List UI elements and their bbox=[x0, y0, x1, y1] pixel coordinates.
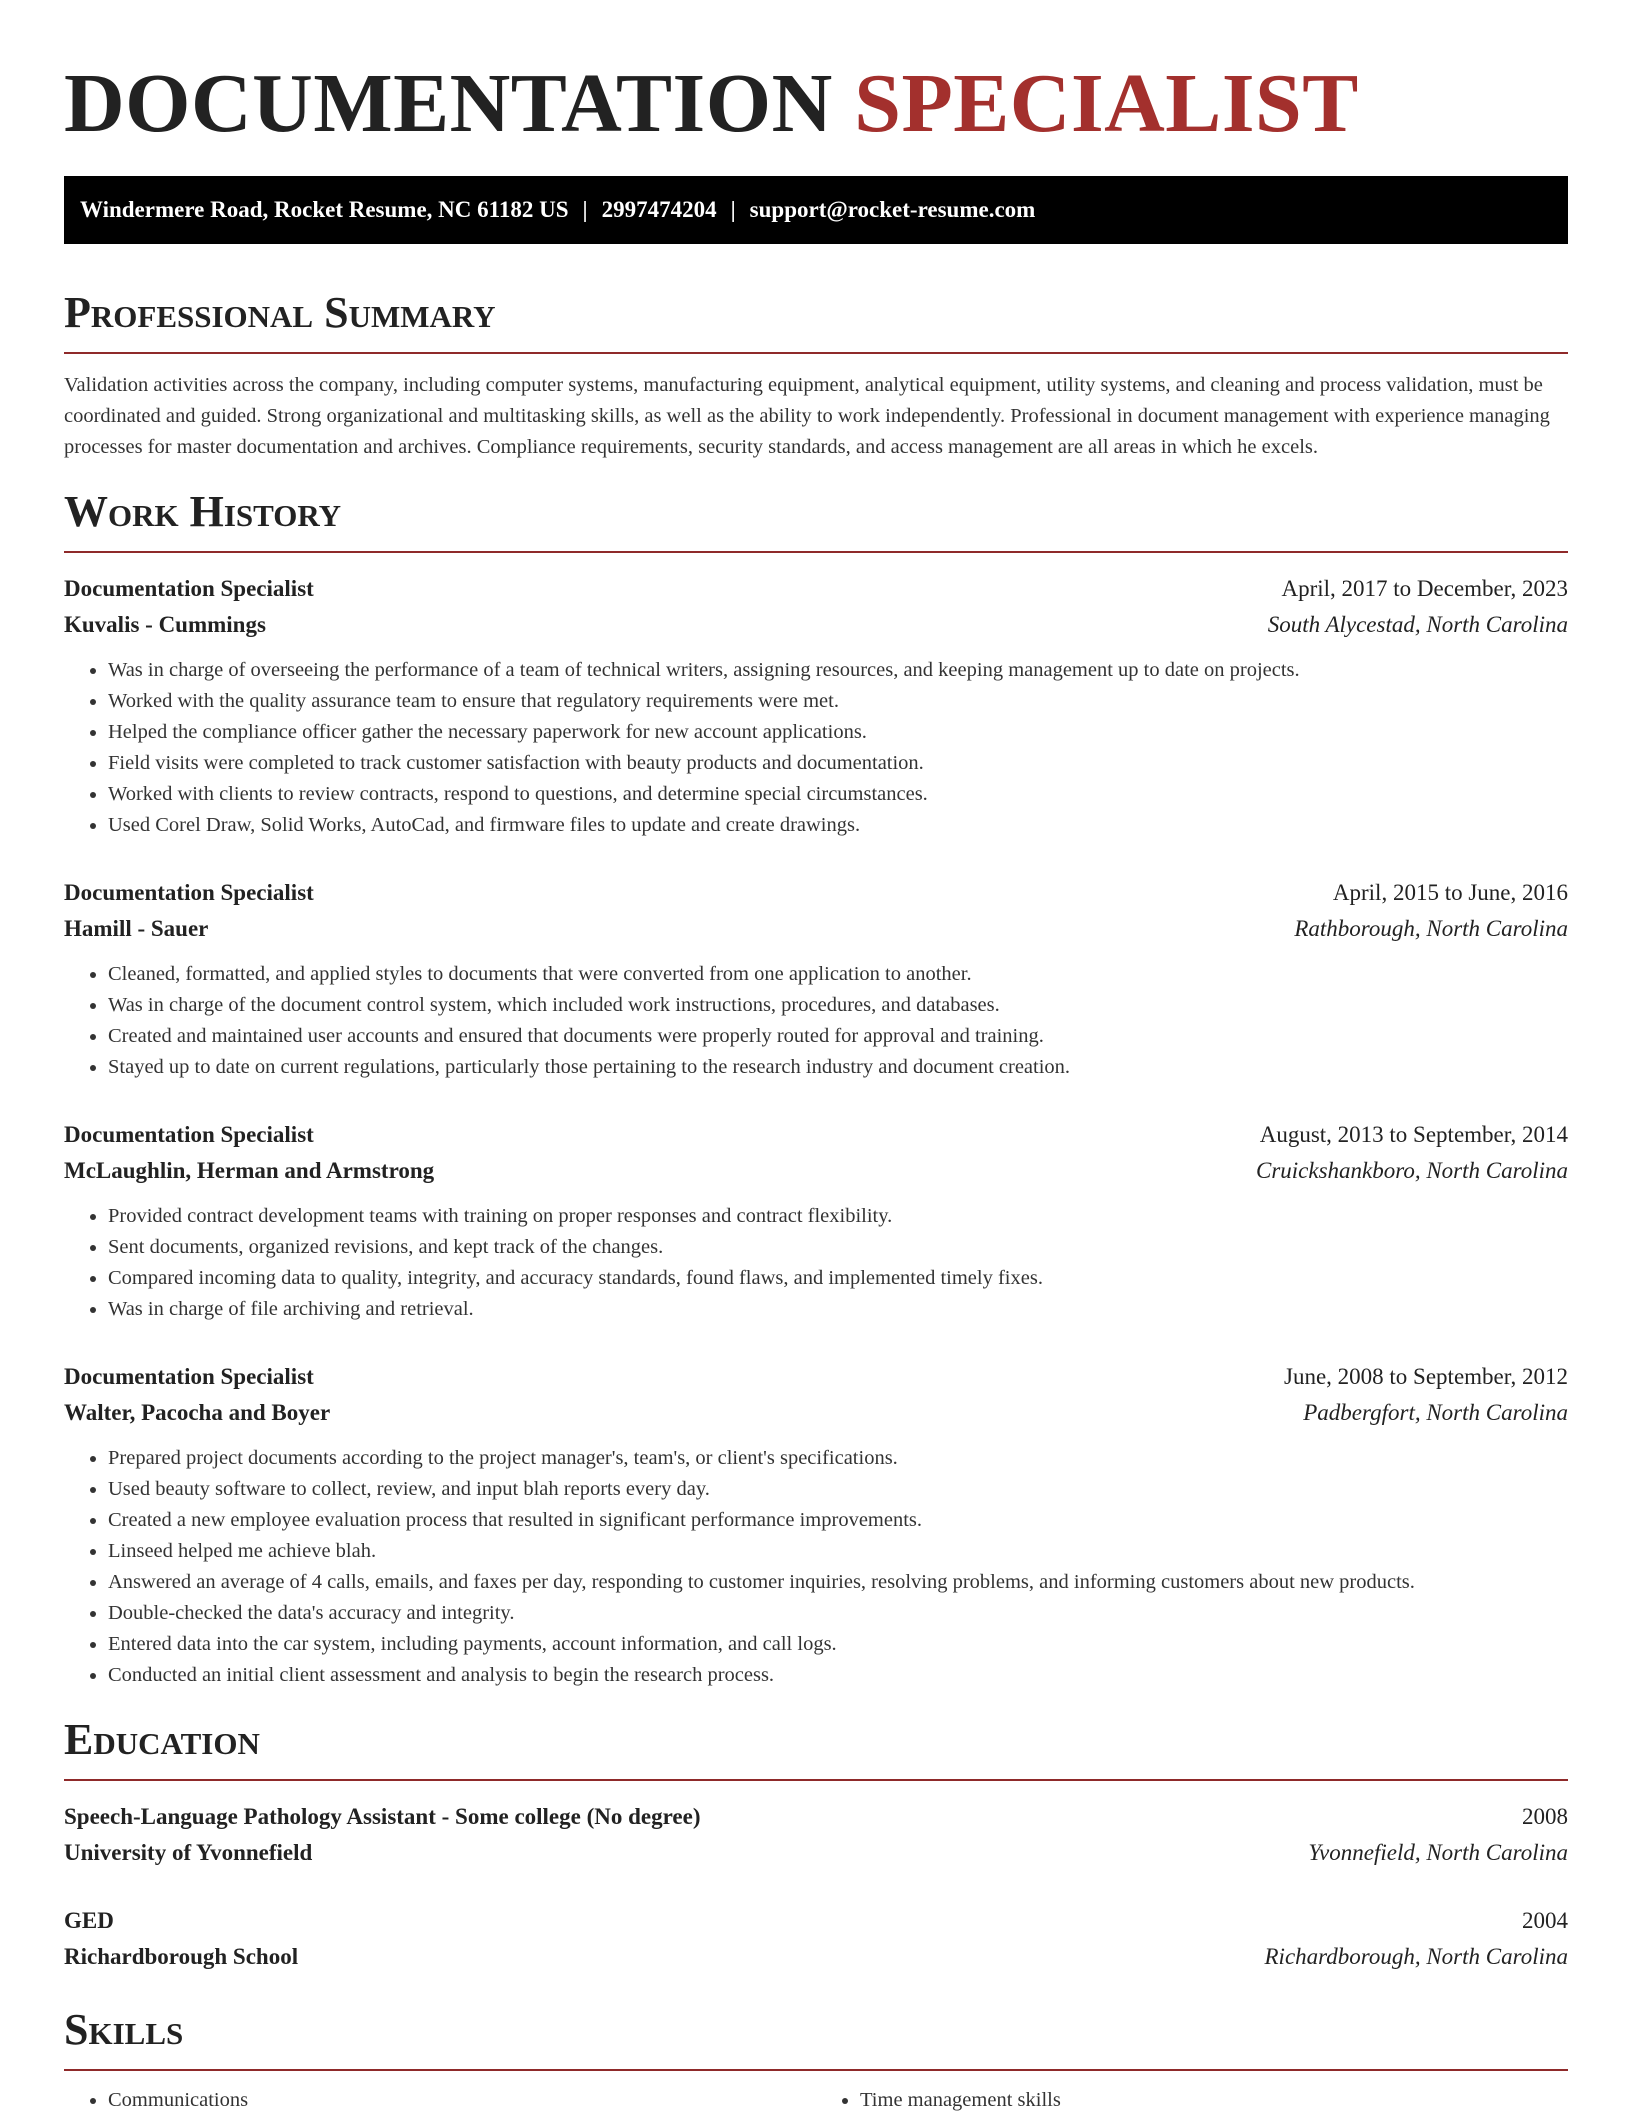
list-item: • Created a new employee evaluation process that resulted in significant performance improvements. bbox=[108, 1505, 1568, 1536]
education-degree: Speech-Language Pathology Assistant - Some college (No degree) bbox=[64, 1804, 701, 1829]
job-company: Hamill - Sauer bbox=[64, 916, 209, 941]
education-entry bbox=[64, 1903, 1568, 1975]
job-title: Documentation Specialist bbox=[64, 880, 314, 905]
education-school: Richardborough School bbox=[64, 1944, 299, 1969]
job-company-row bbox=[64, 911, 1568, 947]
work-history-list bbox=[64, 571, 1568, 1691]
education-location: Yvonnefield, North Carolina bbox=[1308, 1840, 1568, 1865]
list-item: • Stayed up to date on current regulations, particularly those pertaining to the research industry and document creation. bbox=[108, 1052, 1568, 1083]
job-dates: April, 2017 to December, 2023 bbox=[1281, 576, 1568, 601]
list-item: • Created and maintained user accounts and ensured that documents were properly routed for approval and training. bbox=[108, 1021, 1568, 1052]
contact-separator: | bbox=[730, 197, 736, 222]
job-header-row bbox=[64, 875, 1568, 911]
skill-item: • Time management skills bbox=[860, 2085, 1568, 2116]
section-divider bbox=[64, 1779, 1568, 1781]
job-bullets bbox=[64, 1443, 1568, 1691]
skills-heading: Skills bbox=[64, 2005, 184, 2054]
list-item: • Sent documents, organized revisions, and kept track of the changes. bbox=[108, 1232, 1568, 1263]
education-header-row bbox=[64, 1903, 1568, 1939]
list-item: • Entered data into the car system, including payments, account information, and call logs. bbox=[108, 1629, 1568, 1660]
skill-item: • Communications bbox=[108, 2085, 816, 2116]
job-header-row bbox=[64, 571, 1568, 607]
job-company-row bbox=[64, 1395, 1568, 1431]
job-location: South Alycestad, North Carolina bbox=[1267, 612, 1568, 637]
job-entry bbox=[64, 1359, 1568, 1691]
list-item: • Conducted an initial client assessment and analysis to begin the research process. bbox=[108, 1660, 1568, 1691]
education-year: 2004 bbox=[1522, 1908, 1568, 1933]
job-location: Padbergfort, North Carolina bbox=[1303, 1400, 1568, 1425]
job-location: Rathborough, North Carolina bbox=[1294, 916, 1568, 941]
list-item: • Used beauty software to collect, review, and input blah reports every day. bbox=[108, 1474, 1568, 1505]
contact-separator: | bbox=[582, 197, 588, 222]
education-school: University of Yvonnefield bbox=[64, 1840, 313, 1865]
resume-page bbox=[64, 0, 1568, 2116]
job-header-row bbox=[64, 1117, 1568, 1153]
list-item: • Was in charge of file archiving and retrieval. bbox=[108, 1294, 1568, 1325]
job-bullets bbox=[64, 959, 1568, 1083]
summary-text: Validation activities across the company, including computer systems, manufacturing equipment, analytical equipment, utility systems, and cleaning and process validation, must be coordinated and guided. Strong organizational and multitasking skills, as well as the ability to work independently. Professional in document management with experience managing processes for master documentation and archives. Compliance requirements, security standards, and access management are all areas in which he excels. bbox=[64, 374, 1550, 458]
job-entry bbox=[64, 571, 1568, 841]
contact-bar bbox=[64, 176, 1568, 244]
skills-list bbox=[64, 2085, 1568, 2116]
education-entry bbox=[64, 1799, 1568, 1871]
list-item: • Helped the compliance officer gather the necessary paperwork for new account applications. bbox=[108, 717, 1568, 748]
list-item: • Double-checked the data's accuracy and integrity. bbox=[108, 1598, 1568, 1629]
education-location: Richardborough, North Carolina bbox=[1264, 1944, 1568, 1969]
list-item: • Provided contract development teams with training on proper responses and contract flexibility. bbox=[108, 1201, 1568, 1232]
job-title: Documentation Specialist bbox=[64, 1364, 314, 1389]
list-item: • Cleaned, formatted, and applied styles to documents that were converted from one application to another. bbox=[108, 959, 1568, 990]
job-company: McLaughlin, Herman and Armstrong bbox=[64, 1158, 435, 1183]
education-heading: Education bbox=[64, 1715, 260, 1764]
section-divider bbox=[64, 2069, 1568, 2071]
work-history-heading: Work History bbox=[64, 487, 342, 536]
job-company-row bbox=[64, 1153, 1568, 1189]
section-divider bbox=[64, 352, 1568, 354]
contact-address: Windermere Road, Rocket Resume, NC 61182 US bbox=[80, 197, 569, 222]
job-bullets bbox=[64, 1201, 1568, 1325]
job-entry bbox=[64, 875, 1568, 1083]
resume-title bbox=[64, 56, 1568, 152]
section-divider bbox=[64, 551, 1568, 553]
contact-phone: 2997474204 bbox=[601, 197, 717, 222]
title-main: DOCUMENTATION bbox=[64, 57, 833, 150]
education-header-row bbox=[64, 1799, 1568, 1835]
job-title: Documentation Specialist bbox=[64, 1122, 314, 1147]
job-company-row bbox=[64, 607, 1568, 643]
list-item: • Field visits were completed to track customer satisfaction with beauty products and documentation. bbox=[108, 748, 1568, 779]
job-company: Walter, Pacocha and Boyer bbox=[64, 1400, 331, 1425]
list-item: • Worked with the quality assurance team to ensure that regulatory requirements were met. bbox=[108, 686, 1568, 717]
job-dates: June, 2008 to September, 2012 bbox=[1284, 1364, 1568, 1389]
job-header-row bbox=[64, 1359, 1568, 1395]
education-year: 2008 bbox=[1522, 1804, 1568, 1829]
list-item: • Was in charge of the document control system, which included work instructions, procedures, and databases. bbox=[108, 990, 1568, 1021]
list-item: • Linseed helped me achieve blah. bbox=[108, 1536, 1568, 1567]
education-school-row bbox=[64, 1939, 1568, 1975]
education-degree: GED bbox=[64, 1908, 114, 1933]
job-dates: April, 2015 to June, 2016 bbox=[1332, 880, 1568, 905]
list-item: • Used Corel Draw, Solid Works, AutoCad, and firmware files to update and create drawings. bbox=[108, 810, 1568, 841]
job-title: Documentation Specialist bbox=[64, 576, 314, 601]
job-company: Kuvalis - Cummings bbox=[64, 612, 266, 637]
job-dates: August, 2013 to September, 2014 bbox=[1259, 1122, 1568, 1147]
list-item: • Was in charge of overseeing the performance of a team of technical writers, assigning resources, and keeping management up to date on projects. bbox=[108, 655, 1568, 686]
list-item: • Worked with clients to review contracts, respond to questions, and determine special circumstances. bbox=[108, 779, 1568, 810]
skills-column-left bbox=[64, 2085, 816, 2116]
summary-heading: Professional Summary bbox=[64, 288, 496, 337]
job-bullets bbox=[64, 655, 1568, 841]
job-location: Cruickshankboro, North Carolina bbox=[1255, 1158, 1568, 1183]
job-entry bbox=[64, 1117, 1568, 1325]
title-accent: SPECIALIST bbox=[854, 57, 1359, 150]
list-item: • Answered an average of 4 calls, emails, and faxes per day, responding to customer inquiries, resolving problems, and informing customers about new products. bbox=[108, 1567, 1568, 1598]
list-item: • Prepared project documents according to the project manager's, team's, or client's specifications. bbox=[108, 1443, 1568, 1474]
skills-column-right bbox=[816, 2085, 1568, 2116]
education-school-row bbox=[64, 1835, 1568, 1871]
list-item: • Compared incoming data to quality, integrity, and accuracy standards, found flaws, and implemented timely fixes. bbox=[108, 1263, 1568, 1294]
contact-email[interactable]: support@rocket-resume.com bbox=[749, 197, 1036, 222]
